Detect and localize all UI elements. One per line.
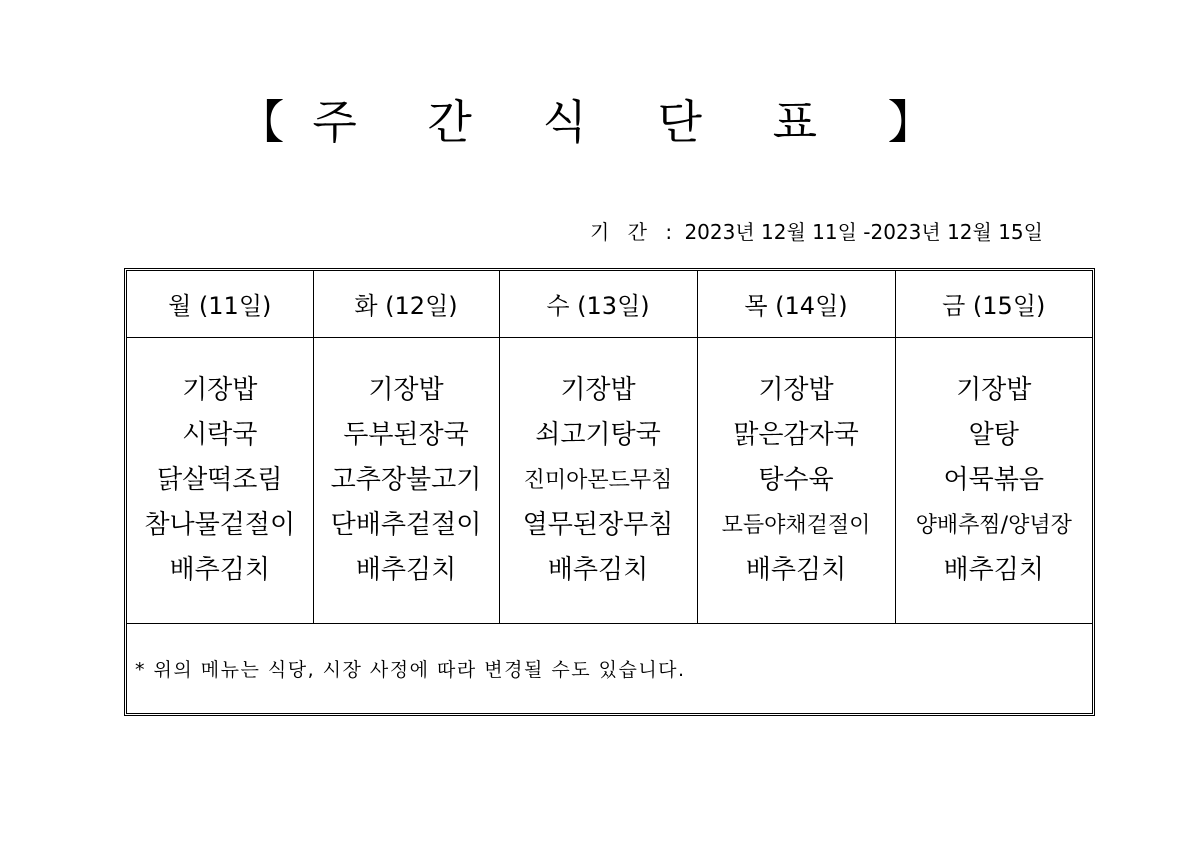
menu-cell-thu	[697, 337, 895, 623]
dish-item: 기장밥	[560, 374, 636, 405]
dish-item: 배추김치	[943, 554, 1044, 585]
day-header-thu: 목 (14일)	[697, 271, 895, 337]
dish-item: 맑은감자국	[733, 419, 859, 450]
menu-cell-tue	[313, 337, 499, 623]
weekly-menu-table	[124, 268, 1095, 716]
day-header-fri: 금 (15일)	[895, 271, 1092, 337]
dish-item: 양배추찜/양념장	[915, 512, 1072, 538]
dish-item: 두부된장국	[343, 419, 469, 450]
period-label: 기 간 :	[590, 220, 679, 244]
dish-item: 탕수육	[758, 464, 834, 495]
menu-cell-fri	[895, 337, 1092, 623]
dish-item: 진미아몬드무침	[523, 467, 673, 493]
menu-cell-wed	[499, 337, 697, 623]
note-row	[127, 623, 1092, 713]
dish-item: 시락국	[182, 419, 258, 450]
period-line	[590, 218, 1043, 246]
dish-item: 어묵볶음	[943, 464, 1044, 495]
dish-item: 기장밥	[368, 374, 444, 405]
dish-item: 배추김치	[355, 554, 457, 585]
dish-item: 기장밥	[758, 374, 834, 405]
dish-item: 닭살떡조림	[156, 464, 283, 495]
dish-item: 단배추겉절이	[330, 509, 482, 540]
dish-item: 배추김치	[547, 554, 649, 585]
page-title: 【주 간 식 단 표 】	[238, 95, 962, 149]
dish-item: 배추김치	[745, 554, 847, 585]
menu-change-note: * 위의 메뉴는 식당, 시장 사정에 따라 변경될 수도 있습니다.	[127, 623, 1092, 713]
day-header-row	[127, 271, 1092, 337]
dish-item: 고추장불고기	[330, 464, 482, 495]
dish-item: 알탕	[968, 419, 1019, 450]
dish-item: 기장밥	[182, 374, 258, 405]
dish-item: 쇠고기탕국	[535, 419, 661, 450]
day-header-mon: 월 (11일)	[127, 271, 313, 337]
day-header-tue: 화 (12일)	[313, 271, 499, 337]
dish-item: 참나물겉절이	[144, 509, 296, 540]
period-value: 2023년 12월 11일 -2023년 12월 15일	[684, 220, 1043, 244]
menu-row	[127, 337, 1092, 623]
menu-cell-mon	[127, 337, 313, 623]
dish-item: 기장밥	[956, 374, 1032, 405]
dish-item: 모듬야채겉절이	[721, 512, 871, 538]
dish-item: 열무된장무침	[522, 509, 674, 540]
day-header-wed: 수 (13일)	[499, 271, 697, 337]
dish-item: 배추김치	[169, 554, 270, 585]
